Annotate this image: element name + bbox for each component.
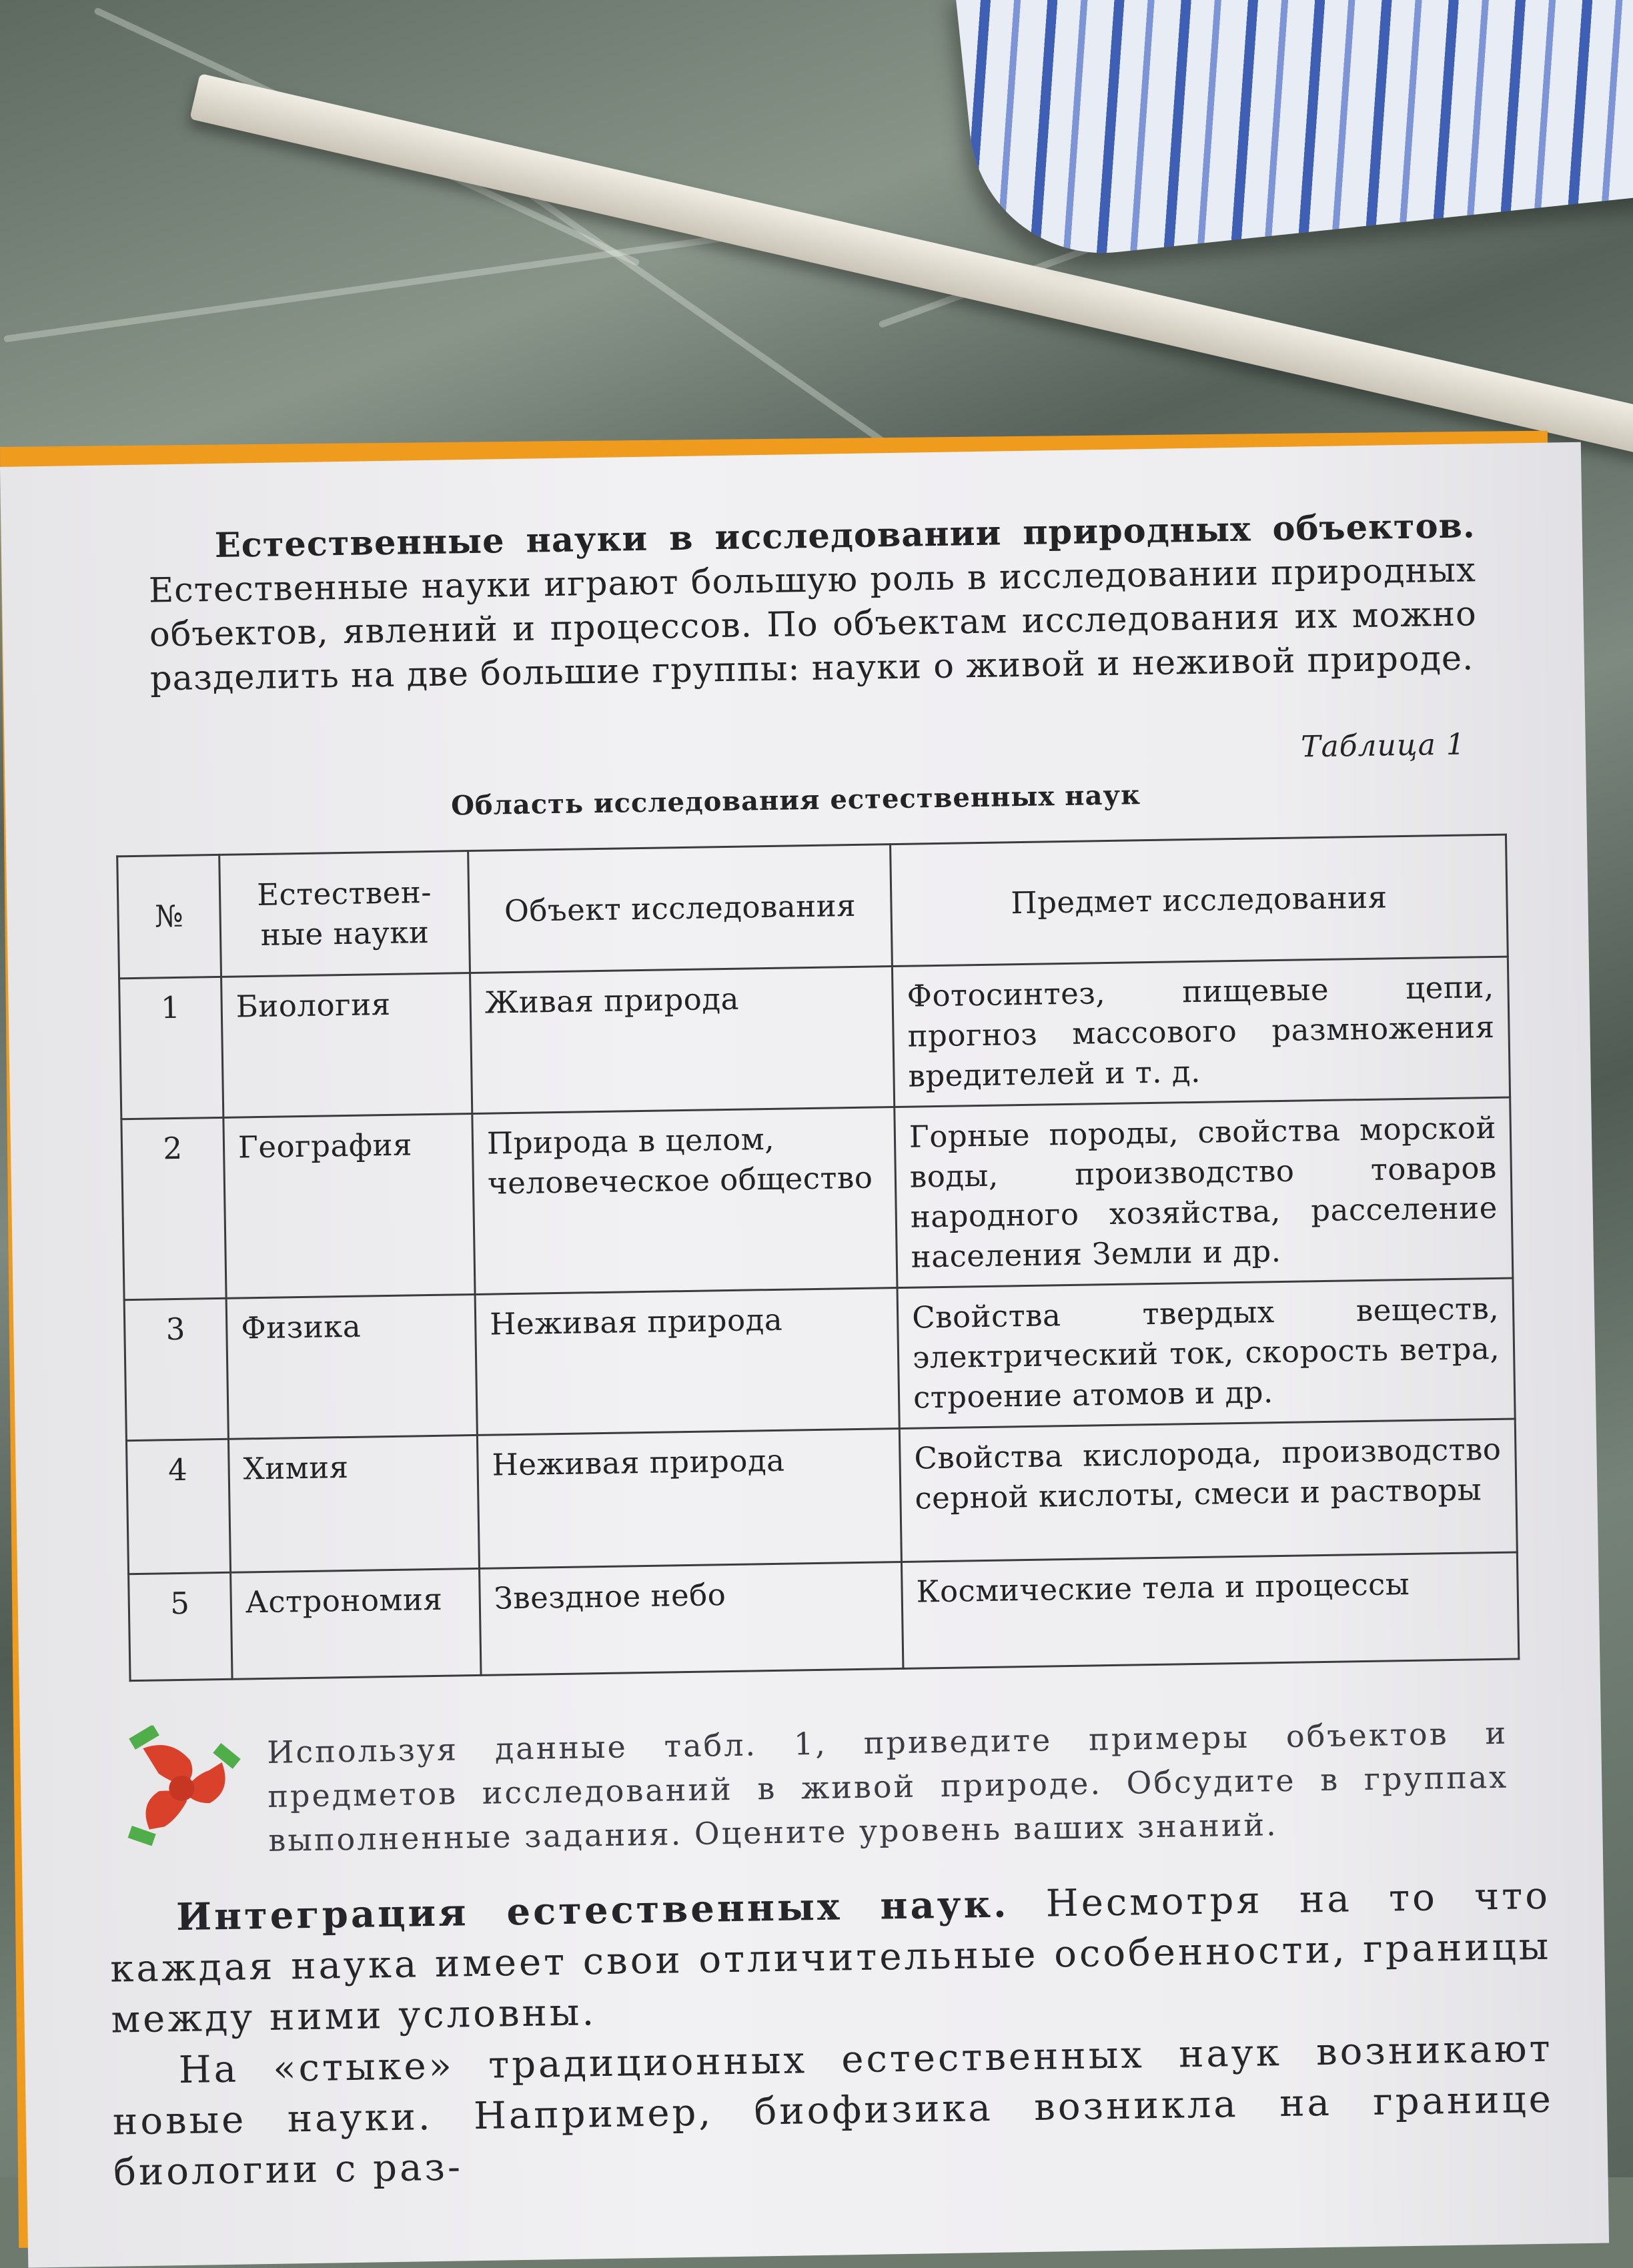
row-science: География [223, 1114, 475, 1299]
table-number-label: Таблица 1 [1300, 727, 1466, 764]
intro-paragraph [147, 504, 1478, 701]
book-page [0, 442, 1609, 2268]
row-subject: Свойства кислорода, производство серной кислоты, смеси и растворы [899, 1419, 1517, 1562]
intro-text: Естественные науки играют большую роль в исследовании природных объектов, явлений и процессов. По объектам исследования их можно разделить на две большие группы: науки о живой и неживой природе. [148, 550, 1478, 699]
integration-heading: Интеграция естественных наук. [175, 1882, 1009, 1940]
header-sciences: Естествен-ные науки [219, 851, 470, 977]
row-subject: Горные породы, свойства морской воды, производство товаров народного хозяйства, расселение населения Земли и др. [895, 1097, 1513, 1287]
table-row [126, 1419, 1517, 1574]
row-science: Физика [226, 1294, 477, 1439]
table-header-row [117, 834, 1508, 979]
row-number: 3 [124, 1298, 228, 1440]
row-object: Природа в целом, человеческое общество [472, 1107, 897, 1295]
row-object: Неживая природа [475, 1288, 899, 1436]
table-row [121, 1097, 1513, 1300]
row-subject: Свойства твердых веществ, электрический ток, скорость ветра, строение атомов и др. [897, 1278, 1515, 1428]
row-science: Астрономия [231, 1568, 481, 1679]
integration-paragraph [109, 1870, 1552, 2046]
row-subject: Фотосинтез, пищевые цепи, прогноз массового размножения вредителей и т. д. [892, 957, 1510, 1107]
row-science: Химия [228, 1435, 479, 1572]
task-text: Используя данные табл. 1, приведите примеры объектов и предметов исследований в живой природе. Обсудите в группах выполненные задания. Оцените уровень ваших знаний. [266, 1714, 1509, 1858]
row-object: Неживая природа [477, 1428, 901, 1568]
sciences-table [116, 834, 1520, 1682]
row-subject: Космические тела и процессы [901, 1552, 1518, 1668]
last-paragraph-text: На «стыке» традиционных естественных наук возникают новые науки. Например, биофизика возникла на границе биологии с раз- [112, 2027, 1554, 2195]
integration-text: Несмотря на то что каждая наука имеет свои отличительные особенности, границы между ними условны. [109, 1874, 1552, 2042]
table-row [129, 1552, 1519, 1681]
intro-heading: Естественные науки в исследовании природных объектов. [214, 506, 1476, 566]
table-row [124, 1278, 1515, 1441]
table-caption: Область исследования естественных наук [450, 779, 1141, 822]
table-row [119, 957, 1510, 1119]
header-object: Объект исследования [468, 844, 893, 973]
row-object: Звездное небо [480, 1562, 903, 1675]
header-subject: Предмет исследования [891, 834, 1508, 966]
row-number: 2 [121, 1117, 226, 1299]
group-hands-icon [120, 1724, 249, 1852]
row-number: 4 [126, 1439, 230, 1574]
row-number: 1 [119, 977, 223, 1119]
header-number: № [117, 855, 221, 978]
row-number: 5 [129, 1572, 232, 1680]
last-paragraph [111, 2024, 1554, 2199]
row-science: Биология [221, 973, 472, 1118]
row-object: Живая природа [470, 967, 895, 1114]
